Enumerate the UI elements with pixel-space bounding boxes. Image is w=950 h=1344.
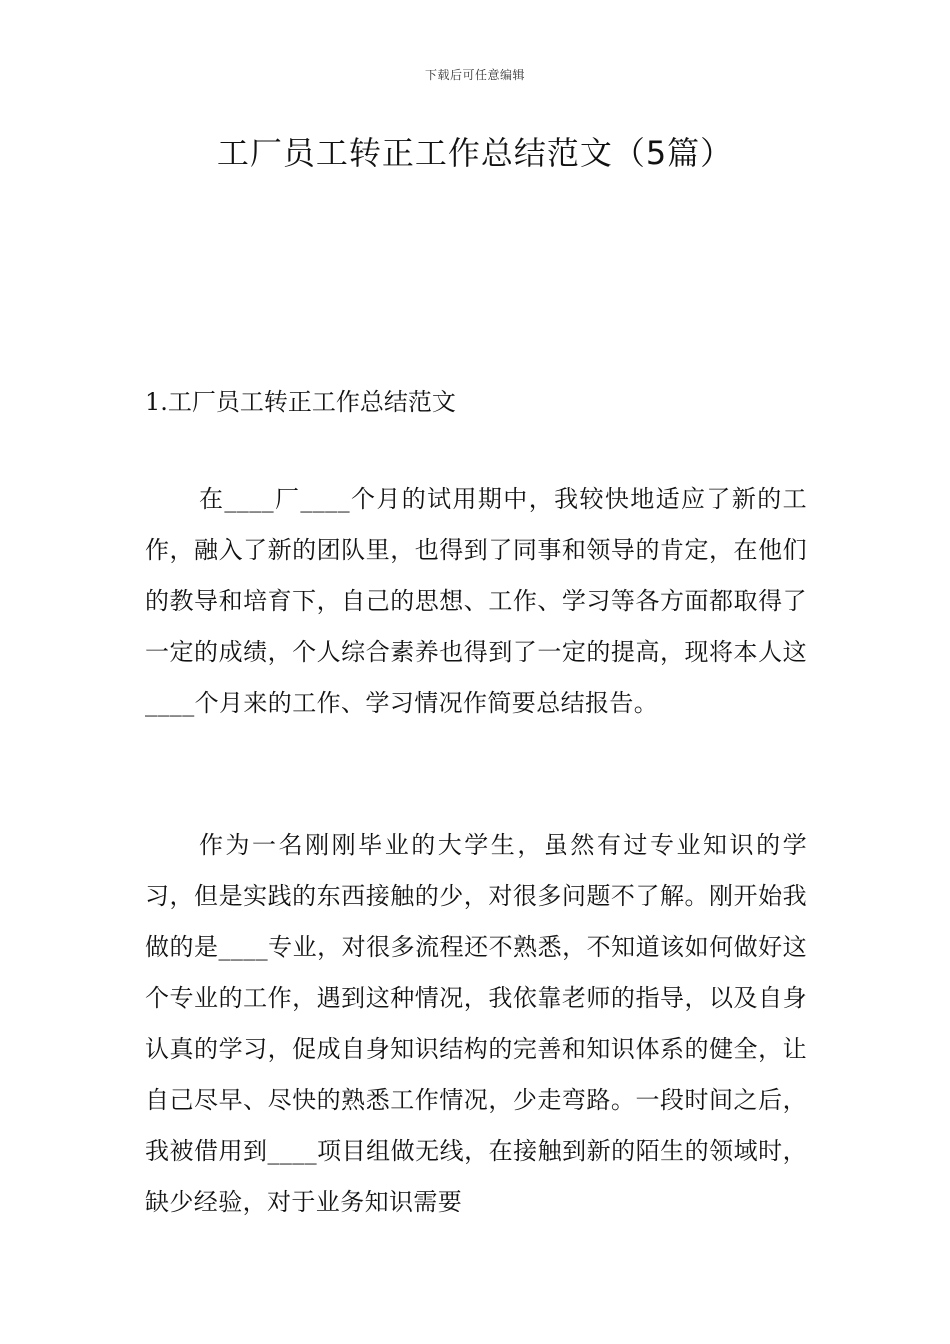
document-title: 工厂员工转正工作总结范文（5篇） [216,134,734,172]
paragraph-2: 作为一名刚刚毕业的大学生，虽然有过专业知识的学习，但是实践的东西接触的少，对很多问题不了解。刚开始我做的是____专业，对很多流程还不熟悉，不知道该如何做好这个专业的工作，遇到这种情况，我依靠老师的指导，以及自身认真的学习，促成自身知识结构的完善和知识体系的健全，让自己尽早、尽快的熟悉工作情况，少走弯路。一段时间之后，我被借用到____项目组做无线，在接触到新的陌生的领域时，缺少经验，对于业务知识需要 [145,831,807,1216]
header-note: 下载后可任意编辑 [424,68,525,82]
section-heading: 1.工厂员工转正工作总结范文 [145,388,456,416]
paragraph-1: 在____厂____个月的试用期中，我较快地适应了新的工作，融入了新的团队里，也得到了同事和领导的肯定，在他们的教导和培育下，自己的思想、工作、学习等各方面都取得了一定的成绩，个人综合素养也得到了一定的提高，现将本人这____个月来的工作、学习情况作简要总结报告。 [145,485,807,717]
